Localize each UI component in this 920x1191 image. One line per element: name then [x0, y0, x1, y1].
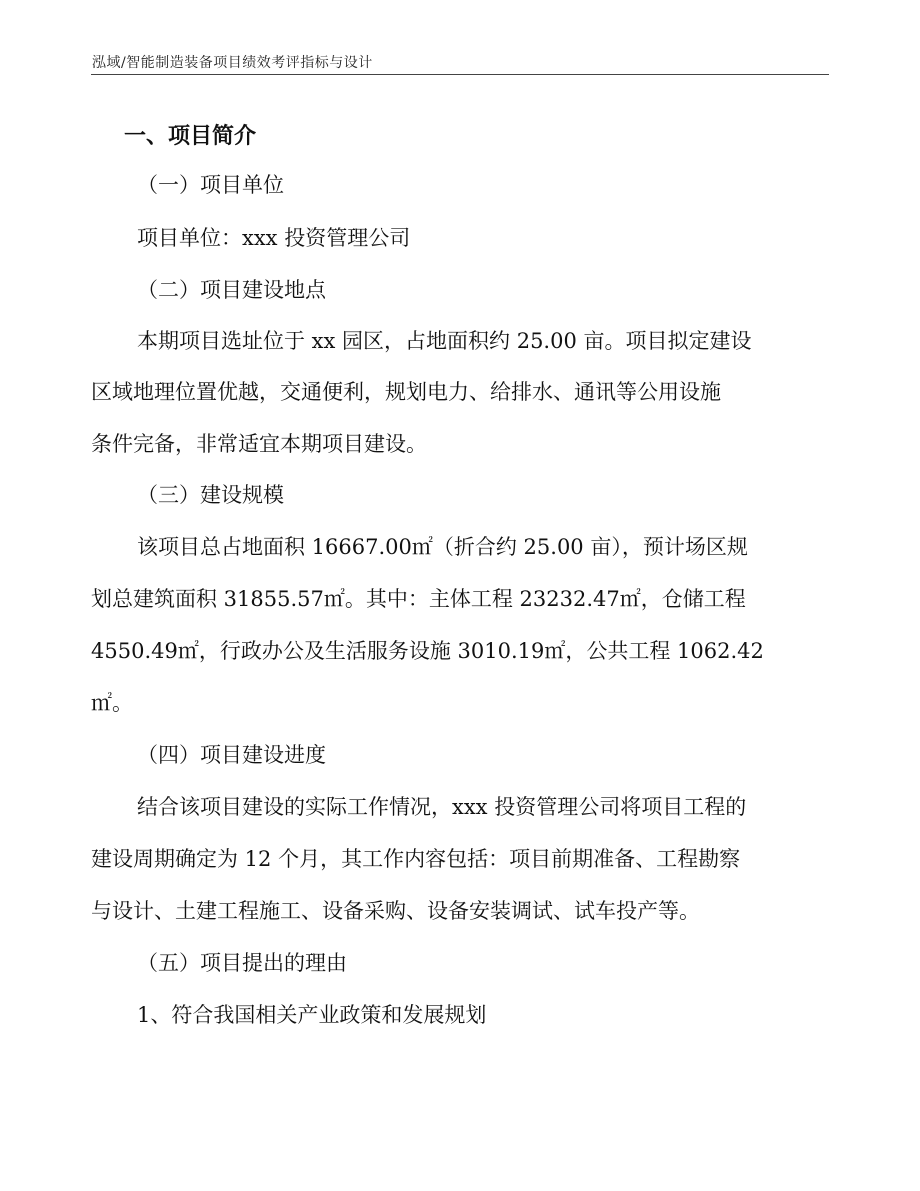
- progress-paragraph-line-1: 结合该项目建设的实际工作情况，xxx 投资管理公司将项目工程的: [137, 795, 747, 819]
- scale-paragraph-line-2: 划总建筑面积 31855.57㎡。其中：主体工程 23232.47㎡，仓储工程: [91, 587, 746, 611]
- progress-paragraph-line-3: 与设计、土建工程施工、设备采购、设备安装调试、试车投产等。: [91, 899, 700, 923]
- section-title-project-overview: 一、项目简介: [124, 123, 257, 149]
- location-paragraph-line-1: 本期项目选址位于 xx 园区，占地面积约 25.00 亩。项目拟定建设: [137, 329, 752, 353]
- heading-construction-progress: （四）项目建设进度: [137, 743, 326, 767]
- location-paragraph-line-2: 区域地理位置优越，交通便利，规划电力、给排水、通讯等公用设施: [91, 380, 721, 404]
- heading-construction-scale: （三）建设规模: [137, 483, 284, 507]
- scale-paragraph-line-4: ㎡。: [91, 691, 133, 715]
- location-paragraph-line-3: 条件完备，非常适宜本期项目建设。: [91, 432, 427, 456]
- scale-paragraph-line-3: 4550.49㎡，行政办公及生活服务设施 3010.19㎡，公共工程 1062.42: [91, 639, 764, 663]
- project-unit-text: 项目单位：xxx 投资管理公司: [137, 226, 411, 250]
- heading-project-reasons: （五）项目提出的理由: [137, 951, 347, 975]
- heading-project-location: （二）项目建设地点: [137, 278, 326, 302]
- header-rule: [91, 74, 829, 75]
- running-header: 泓域/智能制造装备项目绩效考评指标与设计: [92, 55, 373, 71]
- reasons-item-1: 1、符合我国相关产业政策和发展规划: [137, 1003, 487, 1027]
- heading-project-unit: （一）项目单位: [137, 173, 284, 197]
- scale-paragraph-line-1: 该项目总占地面积 16667.00㎡（折合约 25.00 亩），预计场区规: [137, 535, 748, 559]
- progress-paragraph-line-2: 建设周期确定为 12 个月，其工作内容包括：项目前期准备、工程勘察: [91, 847, 741, 871]
